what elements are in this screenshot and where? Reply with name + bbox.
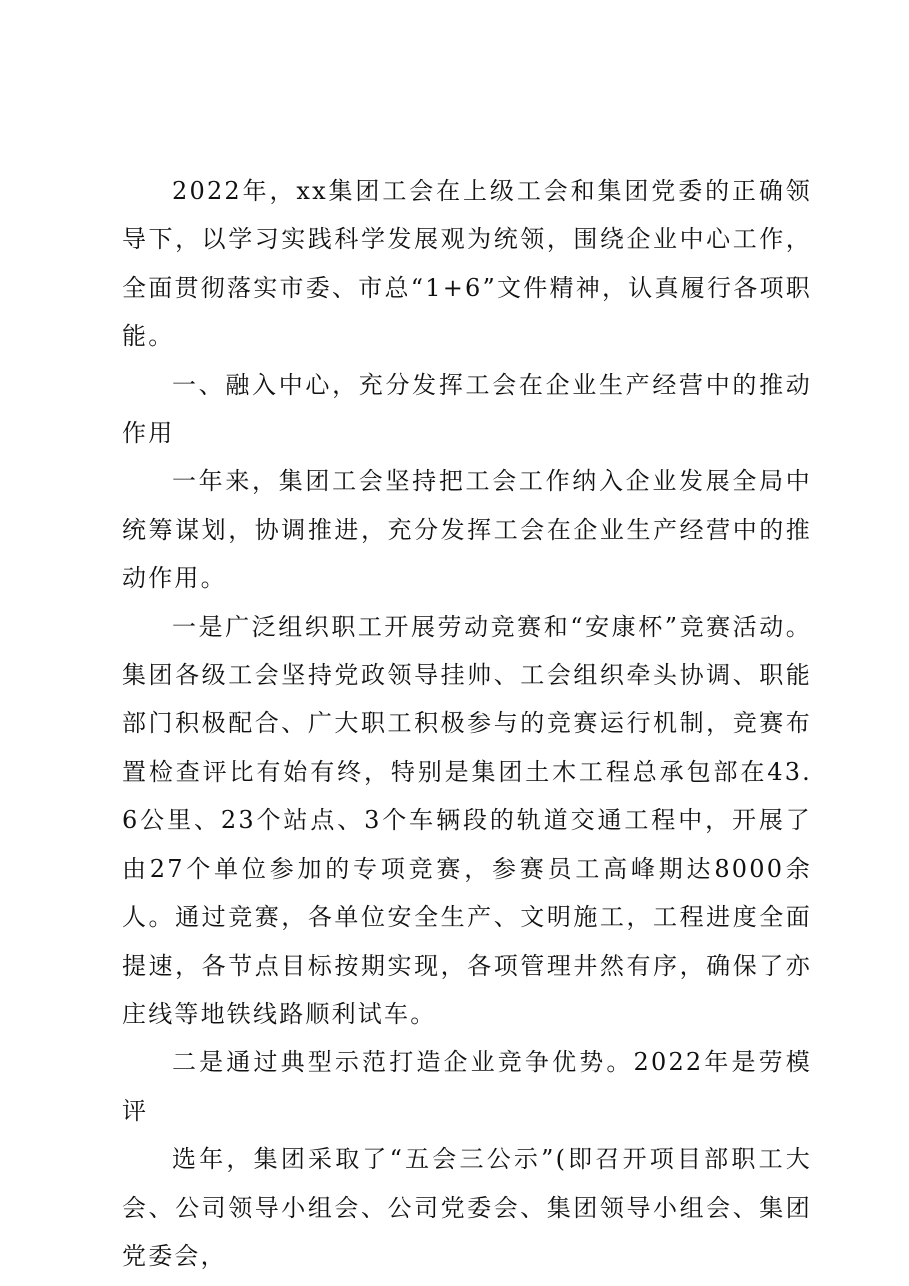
paragraph-labor-competition: 一是广泛组织职工开展劳动竞赛和“安康杯”竞赛活动。集团各级工会坚持党政领导挂帅、工会组织牵头协调、职能部门积极配合、广大职工积极参与的竞赛运行机制，竞赛布置检查评比有始有终，特别是集团土木工程总承包部在43.6公里、23个站点、3个车辆段的轨道交通工程中，开展了由27个单位参加的专项竞赛，参赛员工高峰期达8000余人。通过竞赛，各单位安全生产、文明施工，工程进度全面提速，各节点目标按期实现，各项管理井然有序，确保了亦庄线等地铁线路顺利试车。 [122,612,812,1028]
paragraph-model-workers: 二是通过典型示范打造企业竞争优势。2022年是劳模评 [122,1048,812,1125]
paragraph-year-summary: 一年来，集团工会坚持把工会工作纳入企业发展全局中统筹谋划，协调推进，充分发挥工会在企业生产经营中的推动作用。 [122,467,812,593]
paragraph-selection-process: 选年，集团采取了“五会三公示”(即召开项目部职工大会、公司领导小组会、公司党委会、集团领导小组会、集团党委会， [122,1145,812,1270]
paragraph-intro: 2022年，xx集团工会在上级工会和集团党委的正确领导下，以学习实践科学发展观为统领，围绕企业中心工作，全面贯彻落实市委、市总“1+6”文件精神，认真履行各项职能。 [122,177,812,351]
section-heading-1: 一、融入中心，充分发挥工会在企业生产经营中的推动作用 [122,370,812,448]
document-body [122,167,812,1280]
